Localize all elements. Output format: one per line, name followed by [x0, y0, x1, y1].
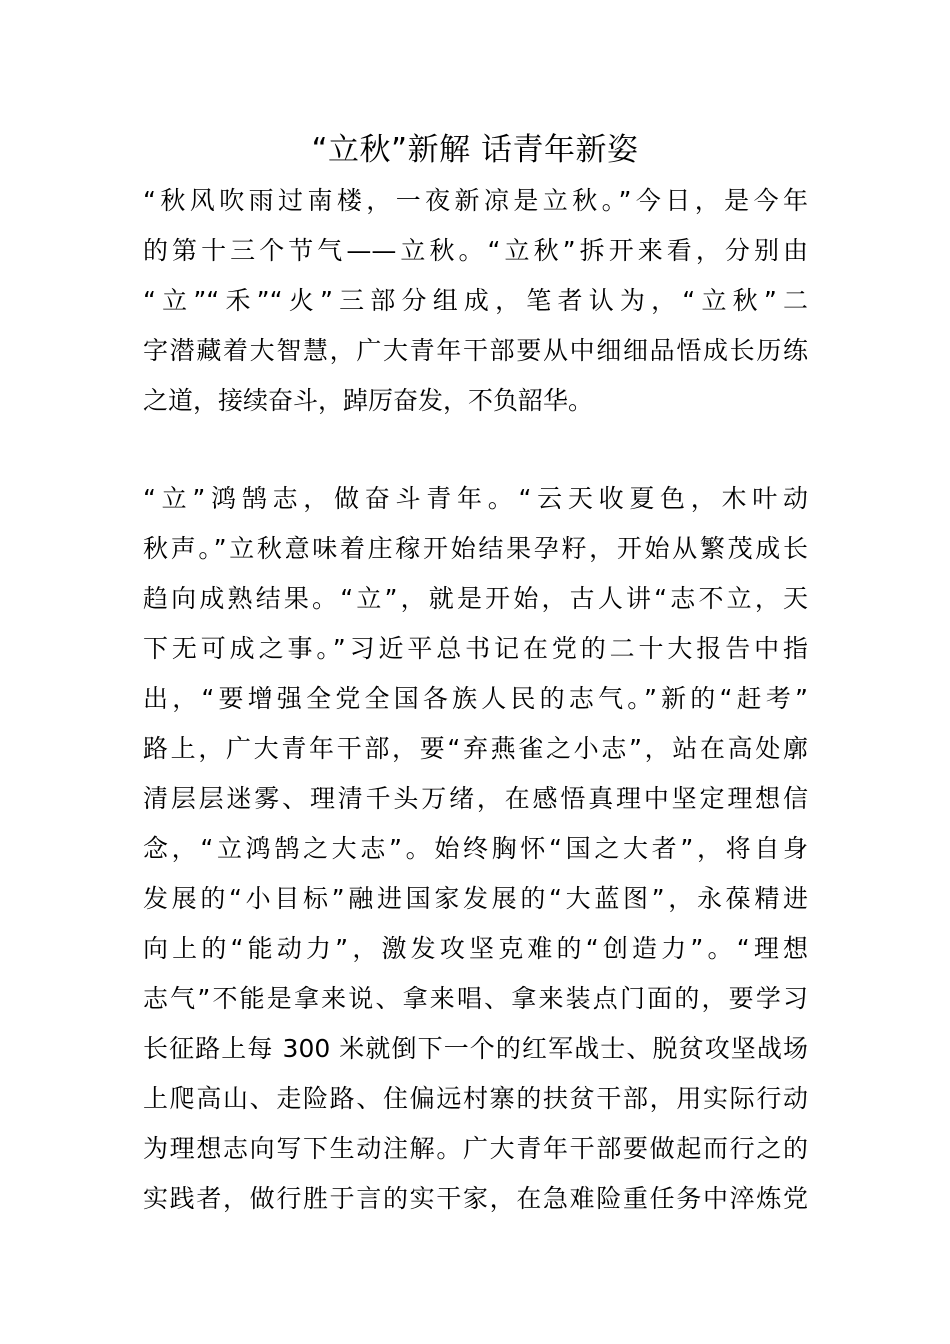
paragraph-line: 上爬高山、走险路、住偏远村寨的扶贫干部，用实际行动: [143, 1084, 808, 1113]
paragraph-line: 趋向成熟结果。“立”，就是开始，古人讲“志不立，天: [143, 584, 808, 613]
paragraph-line: 字潜藏着大智慧，广大青年干部要从中细细品悟成长历练: [143, 336, 808, 365]
paragraph-line: 实践者，做行胜于言的实干家，在急难险重任务中淬炼党: [143, 1184, 808, 1213]
paragraph-line: 为理想志向写下生动注解。广大青年干部要做起而行之的: [143, 1134, 808, 1163]
paragraph-line: 之道，接续奋斗，踔厉奋发，不负韶华。: [143, 386, 594, 415]
paragraph-line: 下无可成之事。”习近平总书记在党的二十大报告中指: [143, 634, 808, 663]
paragraph-line: 路上，广大青年干部，要“弃燕雀之小志”，站在高处廓: [143, 734, 808, 763]
paragraph-line: 长征路上每 300 米就倒下一个的红军战士、脱贫攻坚战场: [143, 1034, 808, 1063]
paragraph-line: “立”鸿鹄志，做奋斗青年。“云天收夏色，木叶动: [143, 484, 808, 513]
paragraph-line: 发展的“小目标”融进国家发展的“大蓝图”，永葆精进: [143, 884, 808, 913]
paragraph-line: 秋声。”立秋意味着庄稼开始结果孕籽，开始从繁茂成长: [143, 534, 808, 563]
paragraph-1: [143, 176, 808, 426]
paragraph-line: 出，“要增强全党全国各族人民的志气。”新的“赶考”: [143, 684, 808, 713]
paragraph-line: “立”“禾”“火”三部分组成，笔者认为，“立秋”二: [143, 286, 808, 315]
paragraph-line: 清层层迷雾、理清千头万绪，在感悟真理中坚定理想信: [143, 784, 808, 813]
paragraph-2: [143, 474, 808, 1224]
paragraph-line: 志气”不能是拿来说、拿来唱、拿来装点门面的，要学习: [143, 984, 808, 1013]
paragraph-line: 念，“立鸿鹄之大志”。始终胸怀“国之大者”，将自身: [143, 834, 808, 863]
paragraph-line: 向上的“能动力”，激发攻坚克难的“创造力”。“理想: [143, 934, 808, 963]
document-title: “立秋”新解 话青年新姿: [311, 132, 639, 168]
paragraph-line: “秋风吹雨过南楼，一夜新凉是立秋。”今日，是今年: [143, 186, 808, 215]
paragraph-line: 的第十三个节气——立秋。“立秋”拆开来看，分别由: [143, 236, 808, 265]
